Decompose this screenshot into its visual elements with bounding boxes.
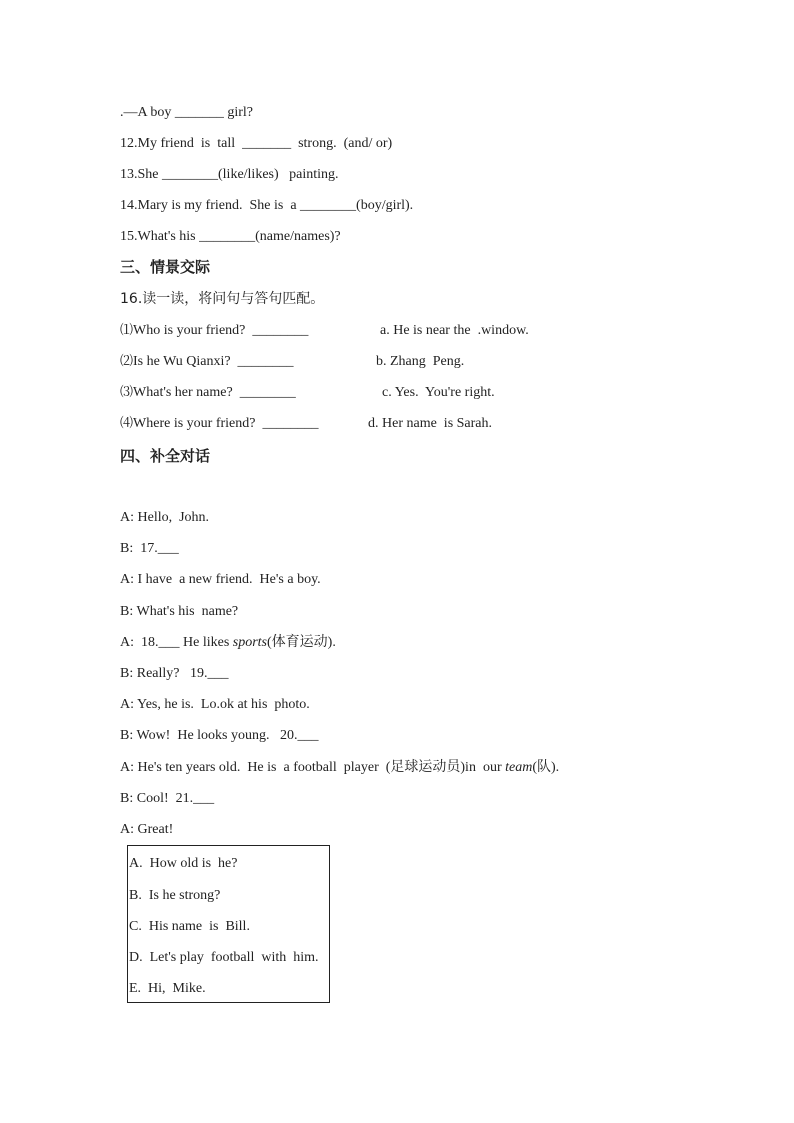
dialogue-text: A: 18.___ He likes xyxy=(120,635,233,650)
dialogue-line: B: Wow! He looks young. 20.___ xyxy=(120,728,319,743)
fill-item-12: 12.My friend is tall _______ strong. (and/ or) xyxy=(120,136,393,151)
match-answer: c. Yes. You're right. xyxy=(382,385,495,400)
option-b: B. Is he strong? xyxy=(129,888,221,903)
fill-item-11: .—A boy _______ girl? xyxy=(120,105,253,120)
dialogue-line: B: Really? 19.___ xyxy=(120,666,229,681)
dialogue-line: B: What's his name? xyxy=(120,604,239,619)
dialogue-line: A: Yes, he is. Lo.ok at his photo. xyxy=(120,697,310,712)
row-number: ⑷ xyxy=(120,416,134,431)
dialogue-line: B: Cool! 21.___ xyxy=(120,791,215,806)
dialogue-line: B: 17.___ xyxy=(120,541,179,556)
options-box xyxy=(127,845,330,1003)
match-row-2 xyxy=(120,353,680,371)
match-answer: d. Her name is Sarah. xyxy=(368,416,493,431)
option-c: C. His name is Bill. xyxy=(129,919,250,934)
match-question: What's her name? ________ xyxy=(133,385,296,400)
fill-item-14: 14.Mary is my friend. She is a ________(boy/girl). xyxy=(120,198,414,213)
row-number: ⑶ xyxy=(120,385,134,400)
dialogue-text: A: He's ten years old. He is a football player (足球运动员)in our xyxy=(120,760,506,775)
dialogue-italic-word: team xyxy=(505,760,533,775)
dialogue-line: A: I have a new friend. He's a boy. xyxy=(120,572,321,587)
dialogue-text: (体育运动). xyxy=(267,635,336,650)
dialogue-text: (队). xyxy=(532,760,560,775)
option-a: A. How old is he? xyxy=(129,856,238,871)
match-row-1 xyxy=(120,322,680,340)
dialogue-line: A: Hello, John. xyxy=(120,510,210,525)
row-number: ⑴ xyxy=(120,323,134,338)
row-number: ⑵ xyxy=(120,354,134,369)
fill-item-15: 15.What's his ________(name/names)? xyxy=(120,229,341,244)
fill-item-13: 13.She ________(like/likes) painting. xyxy=(120,167,339,182)
dialogue-line xyxy=(120,759,559,777)
match-answer: b. Zhang Peng. xyxy=(376,354,465,369)
dialogue-line xyxy=(120,634,336,652)
dialogue-line: A: Great! xyxy=(120,822,174,837)
match-answer: a. He is near the .window. xyxy=(380,323,529,338)
section-3-heading: 三、情景交际 xyxy=(120,258,211,276)
section-4-heading: 四、补全对话 xyxy=(120,447,211,465)
match-row-4 xyxy=(120,415,680,433)
match-question: Who is your friend? ________ xyxy=(133,323,309,338)
dialogue-italic-word: sports xyxy=(232,635,267,650)
option-d: D. Let's play football with him. xyxy=(129,950,319,965)
section-3-instruction: 16.读一读，将问句与答句匹配。 xyxy=(120,291,325,307)
match-question: Is he Wu Qianxi? ________ xyxy=(133,354,294,369)
option-e: E. Hi, Mike. xyxy=(129,981,206,996)
match-row-3 xyxy=(120,384,680,402)
match-question: Where is your friend? ________ xyxy=(133,416,319,431)
